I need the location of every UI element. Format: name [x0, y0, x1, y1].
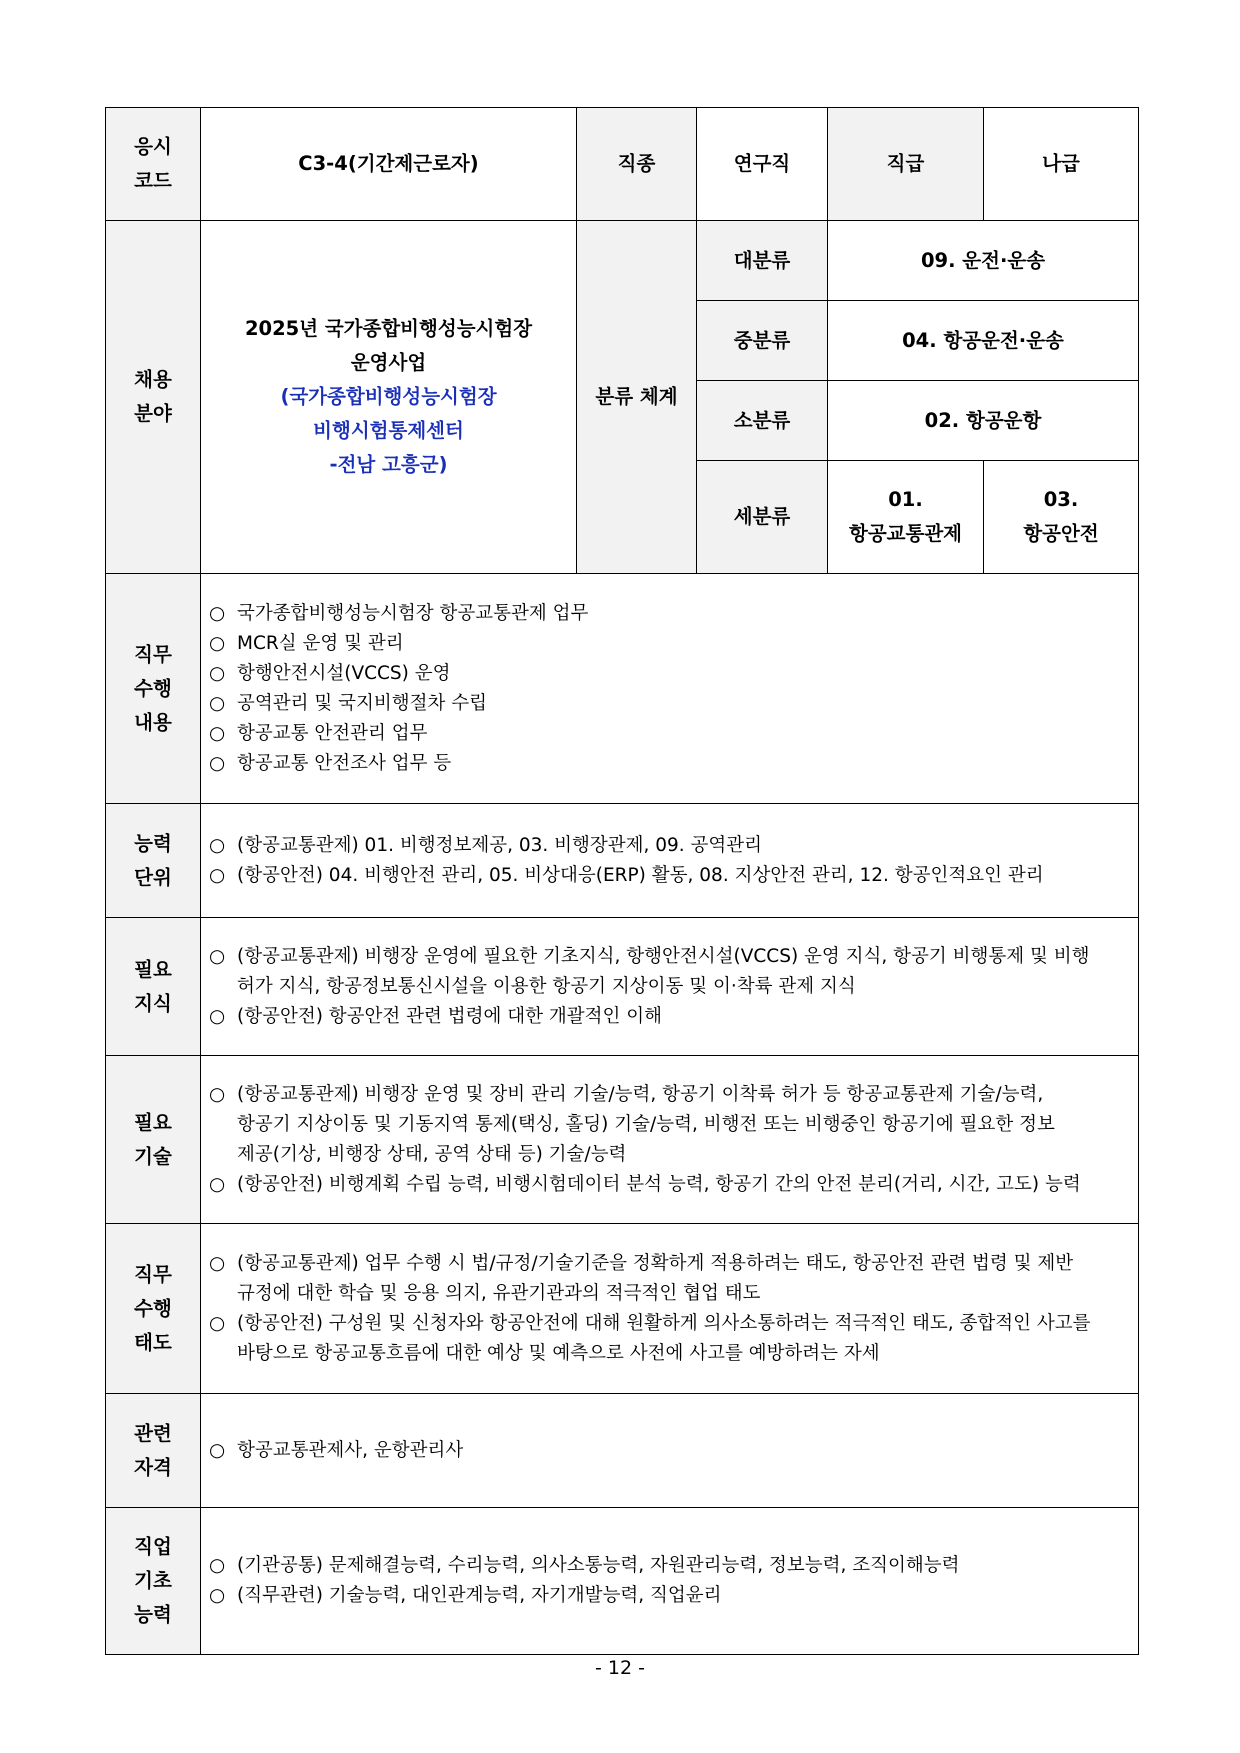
- section-row: [106, 918, 1139, 1056]
- bullet-text: 규정에 대한 학습 및 응용 의지, 유관기관과의 적극적인 협업 태도: [237, 1282, 761, 1304]
- bullet-text: (항공교통관제) 비행장 운영 및 장비 관리 기술/능력, 항공기 이착륙 허가 등 항공교통관제 기술/능력,: [237, 1083, 1044, 1105]
- circle-bullet-icon: ○: [209, 1173, 226, 1195]
- minor-value: 02. 항공운항: [828, 381, 1139, 461]
- major-label: 대분류: [697, 221, 828, 301]
- grade-label: 직급: [828, 108, 984, 221]
- bullet-text: (항공안전) 04. 비행안전 관리, 05. 비상대응(ERP) 활동, 08. 지상안전 관리, 12. 항공인적요인 관리: [237, 864, 1044, 886]
- section-row: [106, 1224, 1139, 1394]
- bullet-item: [209, 1249, 1130, 1309]
- bullet-item: [209, 1080, 1130, 1170]
- circle-bullet-icon: ○: [209, 752, 226, 774]
- section-label: 관련 자격: [106, 1394, 201, 1508]
- section-row: [106, 804, 1139, 918]
- bullet-text: 항공기 지상이동 및 기동지역 통제(택싱, 홀딩) 기술/능력, 비행전 또는 비행중인 항공기에 필요한 정보: [237, 1113, 1055, 1135]
- bullet-text: 항공교통 안전조사 업무 등: [237, 752, 452, 774]
- bullet-item: [209, 1581, 1130, 1611]
- bullet-text: (항공교통관제) 01. 비행정보제공, 03. 비행장관제, 09. 공역관리: [237, 834, 763, 856]
- job-type-label: 직종: [577, 108, 697, 221]
- code-row: [106, 108, 1139, 221]
- middle-label: 중분류: [697, 301, 828, 381]
- circle-bullet-icon: ○: [209, 945, 226, 967]
- bullet-item: [209, 659, 1130, 689]
- job-type-value: 연구직: [697, 108, 828, 221]
- code-value: C3-4(기간제근로자): [201, 108, 577, 221]
- classification-label: 분류 체계: [577, 221, 697, 574]
- circle-bullet-icon: ○: [209, 722, 226, 744]
- bullet-text: 제공(기상, 비행장 상태, 공역 상태 등) 기술/능력: [237, 1143, 627, 1165]
- bullet-text: 바탕으로 항공교통흐름에 대한 예상 및 예측으로 사전에 사고를 예방하려는 자세: [237, 1342, 880, 1364]
- section-content: [201, 574, 1139, 804]
- minor-label: 소분류: [697, 381, 828, 461]
- section-row: [106, 1394, 1139, 1508]
- job-description-table: [105, 107, 1139, 1655]
- major-value: 09. 운전·운송: [828, 221, 1139, 301]
- bullet-item: [209, 1170, 1130, 1200]
- grade-value: 나급: [984, 108, 1139, 221]
- circle-bullet-icon: ○: [209, 864, 226, 886]
- section-content: [201, 804, 1139, 918]
- bullet-item: [209, 942, 1130, 1002]
- bullet-text: 항행안전시설(VCCS) 운영: [237, 662, 451, 684]
- section-label: 필요 지식: [106, 918, 201, 1056]
- sections-body: [106, 574, 1139, 1655]
- section-row: [106, 1508, 1139, 1655]
- section-content: [201, 918, 1139, 1056]
- classification-major-row: [106, 221, 1139, 301]
- middle-value: 04. 항공운전·운송: [828, 301, 1139, 381]
- circle-bullet-icon: ○: [209, 1439, 226, 1461]
- section-label: 직무 수행 태도: [106, 1224, 201, 1394]
- code-label-cell: 응시 코드: [106, 108, 201, 221]
- circle-bullet-icon: ○: [209, 1083, 226, 1105]
- bullet-text: 국가종합비행성능시험장 항공교통관제 업무: [237, 602, 589, 624]
- field-description: 2025년 국가종합비행성능시험장 운영사업 (국가종합비행성능시험장 비행시험통제센터 -전남 고흥군): [201, 221, 577, 574]
- section-content: [201, 1224, 1139, 1394]
- bullet-text: (항공안전) 구성원 및 신청자와 항공안전에 대해 원활하게 의사소통하려는 적극적인 태도, 종합적인 사고를: [237, 1312, 1091, 1334]
- bullet-text: 허가 지식, 항공정보통신시설을 이용한 항공기 지상이동 및 이·착륙 관제 지식: [237, 975, 856, 997]
- circle-bullet-icon: ○: [209, 602, 226, 624]
- bullet-item: [209, 1309, 1130, 1369]
- bullet-item: [209, 599, 1130, 629]
- bullet-item: [209, 1436, 1130, 1466]
- section-label: 직무 수행 내용: [106, 574, 201, 804]
- circle-bullet-icon: ○: [209, 1312, 226, 1334]
- section-label: 직업 기초 능력: [106, 1508, 201, 1655]
- circle-bullet-icon: ○: [209, 1252, 226, 1274]
- bullet-item: [209, 629, 1130, 659]
- circle-bullet-icon: ○: [209, 692, 226, 714]
- bullet-item: [209, 831, 1130, 861]
- circle-bullet-icon: ○: [209, 1585, 226, 1606]
- section-content: [201, 1508, 1139, 1655]
- circle-bullet-icon: ○: [209, 1005, 226, 1027]
- field-label-cell: 채용 분야: [106, 221, 201, 574]
- bullet-item: [209, 749, 1130, 779]
- bullet-item: [209, 1002, 1130, 1032]
- circle-bullet-icon: ○: [209, 834, 226, 856]
- bullet-text: 공역관리 및 국지비행절차 수립: [237, 692, 487, 714]
- bullet-text: (기관공통) 문제해결능력, 수리능력, 의사소통능력, 자원관리능력, 정보능력, 조직이해능력: [237, 1555, 960, 1576]
- section-label: 능력 단위: [106, 804, 201, 918]
- section-content: [201, 1394, 1139, 1508]
- bullet-text: MCR실 운영 및 관리: [237, 632, 404, 654]
- detail-value-2: 03. 항공안전: [984, 461, 1139, 574]
- bullet-text: 항공교통 안전관리 업무: [237, 722, 428, 744]
- bullet-text: (항공교통관제) 업무 수행 시 법/규정/기술기준을 정확하게 적용하려는 태도, 항공안전 관련 법령 및 제반: [237, 1252, 1074, 1274]
- section-row: [106, 574, 1139, 804]
- detail-label: 세분류: [697, 461, 828, 574]
- bullet-text: (직무관련) 기술능력, 대인관계능력, 자기개발능력, 직업윤리: [237, 1585, 722, 1606]
- bullet-item: [209, 861, 1130, 891]
- bullet-text: 항공교통관제사, 운항관리사: [237, 1439, 464, 1461]
- bullet-text: (항공안전) 항공안전 관련 법령에 대한 개괄적인 이해: [237, 1005, 663, 1027]
- page-number: - 12 -: [595, 1657, 645, 1679]
- circle-bullet-icon: ○: [209, 662, 226, 684]
- bullet-item: [209, 689, 1130, 719]
- circle-bullet-icon: ○: [209, 1555, 226, 1576]
- section-row: [106, 1056, 1139, 1224]
- circle-bullet-icon: ○: [209, 632, 226, 654]
- bullet-item: [209, 719, 1130, 749]
- bullet-item: [209, 1551, 1130, 1581]
- bullet-text: (항공교통관제) 비행장 운영에 필요한 기초지식, 항행안전시설(VCCS) 운영 지식, 항공기 비행통제 및 비행: [237, 945, 1090, 967]
- detail-value-1: 01. 항공교통관제: [828, 461, 984, 574]
- section-content: [201, 1056, 1139, 1224]
- section-label: 필요 기술: [106, 1056, 201, 1224]
- bullet-text: (항공안전) 비행계획 수립 능력, 비행시험데이터 분석 능력, 항공기 간의 안전 분리(거리, 시간, 고도) 능력: [237, 1173, 1081, 1195]
